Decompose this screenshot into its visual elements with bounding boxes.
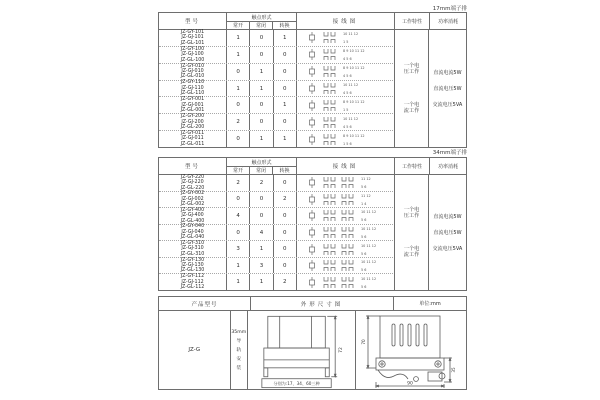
contact-count-nc: 1	[250, 131, 273, 147]
work-characteristic: 一个电压工作	[403, 207, 420, 220]
header-contact-subrow	[227, 22, 296, 29]
diagram-bottom-terminals: 1 5	[343, 107, 349, 112]
work-characteristic: 一个电流工作	[403, 101, 420, 114]
diagram-top-terminals: 11 12	[361, 193, 372, 198]
diagram-bottom-terminals: 1 5	[343, 40, 349, 45]
header-contact-form: 触点形式	[227, 158, 296, 167]
model-number: JZ-GY-400	[180, 207, 205, 213]
model-number: JZ-GL-112	[180, 284, 205, 290]
model-number: JZ-GJ-101	[181, 35, 204, 41]
model-cell	[159, 131, 227, 147]
contact-count-changeover: 1	[274, 30, 297, 46]
table-row	[159, 114, 395, 131]
diagram-top-terminals: 8 9 10 11 12	[343, 49, 365, 54]
spec-table-17mm	[158, 12, 467, 148]
model-number: JZ-GY-110	[180, 80, 205, 86]
terminal-strip-label-34mm: 34mm端子排	[432, 150, 467, 156]
model-number: JZ-GY-200	[180, 114, 205, 120]
wiring-cell	[297, 47, 395, 63]
header-unit: 单位:mm	[419, 301, 441, 307]
model-cell	[159, 192, 227, 208]
contact-count-changeover: 0	[274, 225, 297, 241]
model-number: JZ-GL-011	[180, 141, 205, 147]
wiring-cell	[297, 114, 395, 130]
table-row	[159, 241, 395, 258]
header-model: 型号	[159, 13, 227, 29]
work-characteristic-cell	[394, 175, 429, 290]
contact-count-no: 0	[227, 131, 250, 147]
model-number: JZ-GJ-040	[181, 229, 204, 235]
model-number: JZ-GJ-001	[181, 102, 204, 108]
model-number: JZ-GJ-002	[181, 196, 204, 202]
model-number: JZ-GY-040	[180, 224, 205, 230]
diagram-bottom-terminals: 4 5 6	[343, 124, 353, 129]
contact-count-nc: 0	[250, 114, 273, 130]
header-contact-form: 触点形式	[227, 13, 296, 22]
side-height-dim: 70	[361, 338, 366, 345]
contact-count-nc: 2	[250, 175, 273, 191]
contact-count-changeover: 0	[274, 64, 297, 80]
contact-count-nc: 0	[250, 47, 273, 63]
diagram-bottom-terminals: 1 4	[361, 201, 367, 206]
diagram-top-terminals: 11 12	[361, 177, 372, 182]
wiring-cell	[297, 241, 395, 257]
dimension-table	[158, 296, 467, 390]
contact-count-changeover: 0	[274, 208, 297, 224]
spec-rows-area	[159, 30, 395, 147]
header-work: 工作特性	[395, 158, 430, 174]
wiring-diagram	[298, 132, 392, 147]
front-view-caption: 分别为:17、34、60三种	[273, 380, 320, 386]
model-number: JZ-GY-101	[180, 29, 205, 35]
contact-count-no: 0	[227, 192, 250, 208]
front-view-cell	[248, 311, 356, 389]
wiring-cell	[297, 30, 395, 46]
diagram-top-terminals: 10 11 12	[343, 83, 359, 87]
contact-count-no: 0	[227, 64, 250, 80]
mount-size: 35mm	[231, 329, 247, 335]
diagram-top-terminals: 10 11 12	[361, 276, 377, 281]
wiring-diagram	[298, 98, 392, 113]
model-cell	[159, 114, 227, 130]
header-contact-group	[227, 158, 297, 174]
model-cell	[159, 258, 227, 274]
model-number: JZ-GL-001	[180, 108, 205, 114]
header-wiring: 接线图	[297, 13, 395, 29]
contact-count-changeover: 0	[274, 258, 297, 274]
model-number: JZ-GJ-011	[181, 136, 204, 142]
header-wiring: 接线图	[297, 158, 395, 174]
model-number: JZ-GJ-100	[181, 52, 204, 58]
header-contact-subrow	[227, 167, 296, 174]
diagram-top-terminals: 10 11 12	[361, 210, 377, 215]
contact-count-changeover: 2	[274, 192, 297, 208]
mount-char-2: 轨	[236, 347, 242, 353]
model-number: JZ-GL-310	[180, 251, 205, 257]
wiring-diagram	[298, 30, 392, 45]
diagram-bottom-terminals: 5 6	[361, 284, 367, 289]
model-number: JZ-GL-100	[180, 57, 205, 63]
model-number: JZ-GY-002	[180, 191, 205, 197]
wiring-cell	[297, 131, 395, 147]
contact-count-no: 2	[227, 175, 250, 191]
wiring-diagram	[298, 81, 392, 96]
contact-count-nc: 0	[250, 192, 273, 208]
spec-table-body	[159, 30, 466, 147]
contact-count-no: 1	[227, 81, 250, 97]
wiring-cell	[297, 97, 395, 113]
diagram-bottom-terminals: 4 5 6	[343, 57, 353, 62]
contact-count-nc: 0	[250, 30, 273, 46]
spec-rows-area	[159, 175, 395, 290]
header-contact-group	[227, 13, 297, 29]
work-characteristic: 一个电压工作	[403, 63, 420, 76]
model-number: JZ-GY-001	[180, 97, 205, 103]
wiring-diagram	[298, 258, 392, 273]
model-number: JZ-GY-310	[180, 241, 205, 246]
wiring-diagram	[298, 175, 392, 190]
header-no: 常开	[227, 167, 250, 174]
diagram-top-terminals: 10 11 12	[343, 32, 359, 37]
diagram-top-terminals: 10 11 12	[361, 260, 377, 265]
side-rail-dim: 35	[451, 366, 456, 373]
side-view-cell	[356, 311, 466, 389]
model-number: JZ-GL-200	[180, 124, 205, 130]
contact-count-no: 0	[227, 97, 250, 113]
contact-count-no: 0	[227, 225, 250, 241]
diagram-top-terminals: 8 9 10 11 12	[343, 133, 365, 138]
table-row	[159, 131, 395, 147]
contact-count-changeover: 0	[274, 175, 297, 191]
header-no: 常开	[227, 22, 250, 29]
mount-char-3: 安	[236, 356, 242, 362]
model-number: JZ-GY-100	[180, 46, 205, 52]
model-number: JZ-GL-130	[180, 268, 205, 274]
header-work: 工作特性	[395, 13, 430, 29]
header-changeover: 转换	[279, 168, 290, 174]
diagram-top-terminals: 10 11 12	[361, 243, 377, 248]
contact-count-nc: 1	[250, 64, 273, 80]
contact-count-no: 1	[227, 274, 250, 290]
contact-count-changeover: 1	[274, 97, 297, 113]
model-cell	[159, 64, 227, 80]
table-row	[159, 97, 395, 114]
model-number: JZ-GL-040	[180, 235, 205, 241]
side-view-drawing	[356, 310, 466, 391]
contact-count-nc: 3	[250, 258, 273, 274]
model-number: JZ-GL-002	[180, 202, 205, 208]
model-number: JZ-GL-220	[180, 185, 205, 191]
table-row	[159, 47, 395, 64]
model-number: JZ-GL-101	[180, 40, 205, 46]
contact-count-changeover: 1	[274, 131, 297, 147]
wiring-cell	[297, 192, 395, 208]
power-consumption: 交流电压5VA	[432, 246, 463, 252]
model-number: JZ-GY-010	[180, 63, 205, 69]
contact-count-nc: 0	[250, 97, 273, 113]
model-cell	[159, 241, 227, 257]
model-number: JZ-GY-011	[180, 130, 205, 136]
spec-table-body	[159, 175, 466, 290]
model-number: JZ-GY-220	[180, 174, 205, 180]
spec-table-34mm	[158, 157, 467, 291]
wiring-cell	[297, 274, 395, 290]
model-number: JZ-GJ-110	[181, 85, 204, 91]
table-row	[159, 208, 395, 225]
dimension-table-body	[159, 311, 466, 389]
model-number: JZ-GJ-200	[181, 119, 204, 125]
diagram-bottom-terminals: 5 6	[361, 185, 367, 190]
diagram-top-terminals: 8 9 10 11 12	[343, 99, 365, 104]
model-number: JZ-GJ-220	[181, 180, 204, 186]
header-model: 型号	[159, 158, 227, 174]
header-changeover: 转换	[279, 23, 290, 29]
wiring-cell	[297, 175, 395, 191]
spec-table-header	[159, 13, 466, 30]
model-number: JZ-GY-112	[180, 274, 205, 280]
header-product-model: 产品型号	[159, 297, 251, 310]
contact-count-changeover: 0	[274, 81, 297, 97]
product-model-value: JZ-G	[159, 311, 231, 389]
side-width-dim: 90	[407, 381, 413, 386]
table-row	[159, 258, 395, 275]
model-number: JZ-GY-130	[180, 257, 205, 263]
contact-count-no: 1	[227, 30, 250, 46]
contact-count-no: 2	[227, 114, 250, 130]
contact-count-no: 4	[227, 208, 250, 224]
wiring-cell	[297, 225, 395, 241]
diagram-top-terminals: 10 11 12	[361, 227, 377, 232]
terminal-strip-label-17mm: 17mm端子排	[432, 6, 467, 12]
contact-count-changeover: 0	[274, 47, 297, 63]
contact-count-nc: 1	[250, 274, 273, 290]
model-cell	[159, 47, 227, 63]
contact-count-changeover: 2	[274, 274, 297, 290]
diagram-top-terminals: 10 11 12	[343, 116, 359, 121]
model-number: JZ-GJ-310	[181, 246, 204, 252]
wiring-diagram	[298, 225, 392, 240]
power-consumption-cell	[429, 175, 466, 290]
model-cell	[159, 225, 227, 241]
header-power: 功率消耗	[437, 163, 458, 170]
diagram-bottom-terminals: 5 6	[361, 251, 367, 256]
power-consumption: 直流电压5W	[433, 86, 462, 92]
table-row	[159, 30, 395, 47]
model-number: JZ-GJ-400	[181, 213, 204, 219]
contact-count-nc: 1	[250, 241, 273, 257]
header-outline-drawing: 外形尺寸图	[251, 297, 394, 310]
diagram-bottom-terminals: 5 6	[361, 235, 367, 240]
wiring-diagram	[298, 192, 392, 207]
model-number: JZ-GL-010	[180, 74, 205, 80]
table-row	[159, 225, 395, 242]
table-row	[159, 175, 395, 192]
wiring-diagram	[298, 242, 392, 257]
header-power: 功率消耗	[437, 18, 458, 25]
header-nc: 常闭	[250, 167, 273, 174]
model-cell	[159, 81, 227, 97]
wiring-cell	[297, 208, 395, 224]
wiring-cell	[297, 81, 395, 97]
table-row	[159, 192, 395, 209]
model-cell	[159, 30, 227, 46]
contact-count-nc: 1	[250, 81, 273, 97]
front-height-dim: 72	[339, 346, 345, 353]
wiring-diagram	[298, 275, 392, 290]
spec-table-header	[159, 158, 466, 175]
model-number: JZ-GL-400	[180, 218, 205, 224]
contact-count-nc: 0	[250, 208, 273, 224]
diagram-bottom-terminals: 5 6	[361, 218, 367, 223]
front-view-drawing	[248, 310, 355, 391]
mount-char-4: 装	[236, 365, 242, 371]
contact-count-changeover: 0	[274, 241, 297, 257]
contact-count-no: 3	[227, 241, 250, 257]
wiring-diagram	[298, 64, 392, 79]
contact-count-nc: 4	[250, 225, 273, 241]
table-row	[159, 274, 395, 290]
power-consumption: 直流电流5W	[433, 70, 462, 76]
diagram-bottom-terminals: 4 5 6	[343, 91, 353, 95]
model-number: JZ-GJ-130	[181, 262, 204, 268]
model-number: JZ-GL-110	[180, 91, 205, 97]
model-cell	[159, 97, 227, 113]
work-characteristic-cell	[394, 30, 429, 147]
work-characteristic: 一个电流工作	[403, 245, 420, 258]
power-consumption-cell	[429, 30, 466, 147]
wiring-diagram	[298, 47, 392, 62]
mount-type-cell	[231, 311, 248, 389]
wiring-diagram	[298, 208, 392, 223]
contact-count-changeover: 0	[274, 114, 297, 130]
wiring-cell	[297, 64, 395, 80]
table-row	[159, 64, 395, 81]
diagram-top-terminals: 8 9 10 11 12	[343, 66, 365, 71]
contact-count-no: 1	[227, 258, 250, 274]
model-cell	[159, 274, 227, 290]
table-row	[159, 81, 395, 98]
contact-count-no: 1	[227, 47, 250, 63]
power-consumption: 交流电压5VA	[432, 102, 463, 108]
diagram-bottom-terminals: 1 5 6	[343, 141, 353, 146]
mount-char-1: 导	[236, 338, 242, 344]
power-consumption: 直流电流5W	[433, 214, 462, 220]
diagram-bottom-terminals: 4 5 6	[343, 74, 353, 79]
model-number: JZ-GJ-112	[181, 279, 204, 285]
wiring-cell	[297, 258, 395, 274]
model-cell	[159, 208, 227, 224]
diagram-bottom-terminals: 5 6	[361, 268, 367, 273]
model-number: JZ-GJ-010	[181, 68, 204, 74]
model-cell	[159, 175, 227, 191]
power-consumption: 直流电压5W	[433, 230, 462, 236]
header-nc: 常闭	[250, 22, 273, 29]
wiring-diagram	[298, 115, 392, 130]
